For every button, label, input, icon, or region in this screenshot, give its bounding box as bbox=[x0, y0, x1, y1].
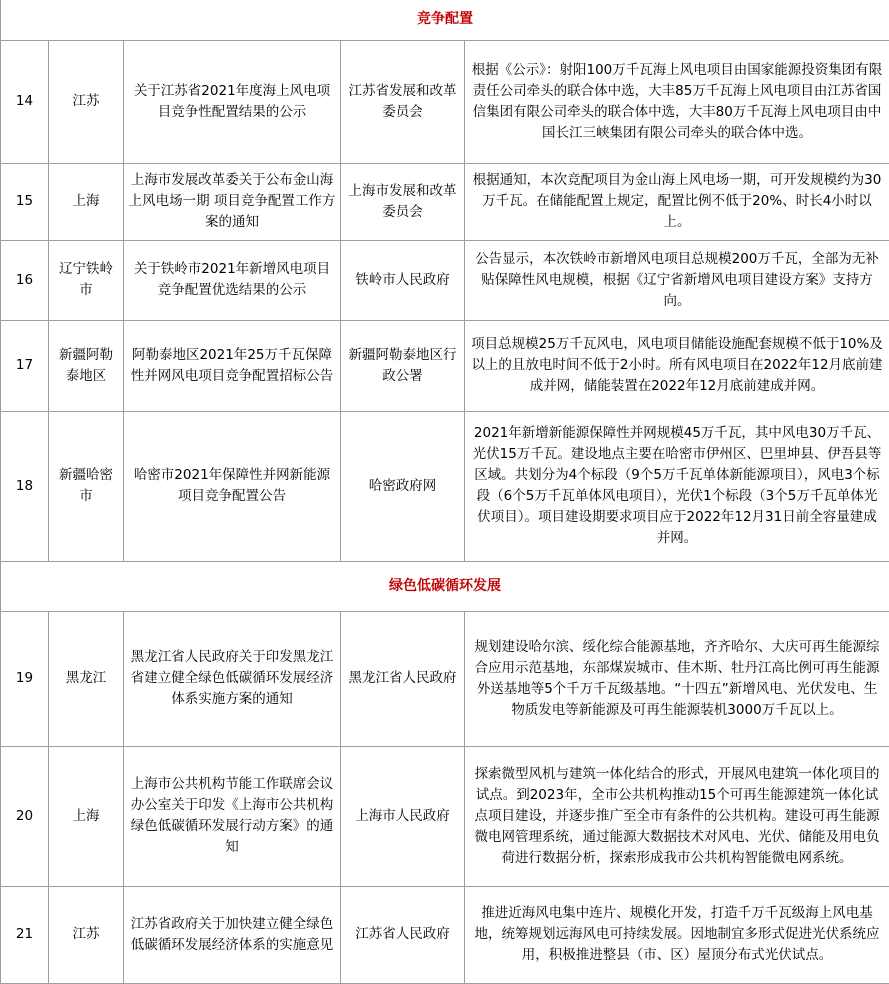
policy-content: 公告显示，本次铁岭市新增风电项目总规模200万千瓦，全部为无补贴保障性风电规模，根据《辽宁省新增风电项目建设方案》支持方向。 bbox=[465, 240, 889, 320]
table-row bbox=[1, 40, 889, 163]
issuer: 新疆阿勒泰地区行政公署 bbox=[341, 320, 465, 411]
region: 江苏 bbox=[49, 886, 124, 983]
issuer: 江苏省发展和改革委员会 bbox=[341, 40, 465, 163]
row-number: 18 bbox=[1, 411, 49, 561]
policy-title: 哈密市2021年保障性并网新能源项目竞争配置公告 bbox=[124, 411, 341, 561]
policy-content: 根据通知，本次竞配项目为金山海上风电场一期，可开发规模约为30万千瓦。在储能配置上规定，配置比例不低于20%、时长4小时以上。 bbox=[465, 163, 889, 240]
section-header-row bbox=[1, 0, 889, 40]
policy-title: 江苏省政府关于加快建立健全绿色低碳循环发展经济体系的实施意见 bbox=[124, 886, 341, 983]
row-number: 19 bbox=[1, 611, 49, 746]
issuer: 哈密政府网 bbox=[341, 411, 465, 561]
table-row bbox=[1, 411, 889, 561]
policy-title: 上海市公共机构节能工作联席会议办公室关于印发《上海市公共机构绿色低碳循环发展行动方案》的通知 bbox=[124, 746, 341, 886]
row-number: 14 bbox=[1, 40, 49, 163]
region: 上海 bbox=[49, 163, 124, 240]
policy-content: 2021年新增新能源保障性并网规模45万千瓦，其中风电30万千瓦、光伏15万千瓦。建设地点主要在哈密市伊州区、巴里坤县、伊吾县等区域。共划分为4个标段（9个5万千瓦单体新能源项目），风电3个标段（6个5万千瓦单体风电项目），光伏1个标段（3个5万千瓦单体光伏项目）。项目建设期要求项目应于2022年12月31日前全容量建成并网。 bbox=[465, 411, 889, 561]
region: 黑龙江 bbox=[49, 611, 124, 746]
policy-content: 根据《公示》：射阳100万千瓦海上风电项目由国家能源投资集团有限责任公司牵头的联合体中选，大丰85万千瓦海上风电项目由江苏省国信集团有限公司牵头的联合体中选，大丰80万千瓦海上风电项目由中国长江三峡集团有限公司牵头的联合体中选。 bbox=[465, 40, 889, 163]
row-number: 15 bbox=[1, 163, 49, 240]
table-row bbox=[1, 240, 889, 320]
policy-title: 上海市发展改革委关于公布金山海上风电场一期 项目竞争配置工作方案的通知 bbox=[124, 163, 341, 240]
section-header-row bbox=[1, 561, 889, 611]
section-title: 竞争配置 bbox=[1, 0, 889, 40]
issuer: 江苏省人民政府 bbox=[341, 886, 465, 983]
region: 江苏 bbox=[49, 40, 124, 163]
table-row bbox=[1, 320, 889, 411]
issuer: 铁岭市人民政府 bbox=[341, 240, 465, 320]
region: 上海 bbox=[49, 746, 124, 886]
section-title: 绿色低碳循环发展 bbox=[1, 561, 889, 611]
row-number: 20 bbox=[1, 746, 49, 886]
issuer: 黑龙江省人民政府 bbox=[341, 611, 465, 746]
policy-content: 探索微型风机与建筑一体化结合的形式，开展风电建筑一体化项目的试点。到2023年，全市公共机构推动15个可再生能源建筑一体化试点项目建设，并逐步推广至全市有条件的公共机构。建设可再生能源微电网管理系统，通过能源大数据技术对风电、光伏、储能及用电负荷进行数据分析，探索形成我市公共机构智能微电网系统。 bbox=[465, 746, 889, 886]
table-row bbox=[1, 163, 889, 240]
policy-title: 黑龙江省人民政府关于印发黑龙江省建立健全绿色低碳循环发展经济体系实施方案的通知 bbox=[124, 611, 341, 746]
region: 新疆哈密市 bbox=[49, 411, 124, 561]
table-row bbox=[1, 886, 889, 983]
policy-content: 项目总规模25万千瓦风电，风电项目储能设施配套规模不低于10%及以上的且放电时间不低于2小时。所有风电项目在2022年12月底前建成并网，储能装置在2022年12月底前建成并网。 bbox=[465, 320, 889, 411]
policy-title: 关于江苏省2021年度海上风电项目竞争性配置结果的公示 bbox=[124, 40, 341, 163]
policy-title: 阿勒泰地区2021年25万千瓦保障性并网风电项目竞争配置招标公告 bbox=[124, 320, 341, 411]
row-number: 21 bbox=[1, 886, 49, 983]
region: 新疆阿勒泰地区 bbox=[49, 320, 124, 411]
region: 辽宁铁岭市 bbox=[49, 240, 124, 320]
policy-content: 规划建设哈尔滨、绥化综合能源基地，齐齐哈尔、大庆可再生能源综合应用示范基地，东部煤炭城市、佳木斯、牡丹江高比例可再生能源外送基地等5个千万千瓦级基地。“十四五”新增风电、光伏发电、生物质发电等新能源及可再生能源装机3000万千瓦以上。 bbox=[465, 611, 889, 746]
issuer: 上海市发展和改革委员会 bbox=[341, 163, 465, 240]
table-row bbox=[1, 746, 889, 886]
policy-title: 关于铁岭市2021年新增风电项目竞争配置优选结果的公示 bbox=[124, 240, 341, 320]
row-number: 17 bbox=[1, 320, 49, 411]
table-row bbox=[1, 611, 889, 746]
issuer: 上海市人民政府 bbox=[341, 746, 465, 886]
policy-content: 推进近海风电集中连片、规模化开发，打造千万千瓦级海上风电基地，统筹规划远海风电可持续发展。因地制宜多形式促进光伏系统应用，积极推进整县（市、区）屋顶分布式光伏试点。 bbox=[465, 886, 889, 983]
row-number: 16 bbox=[1, 240, 49, 320]
